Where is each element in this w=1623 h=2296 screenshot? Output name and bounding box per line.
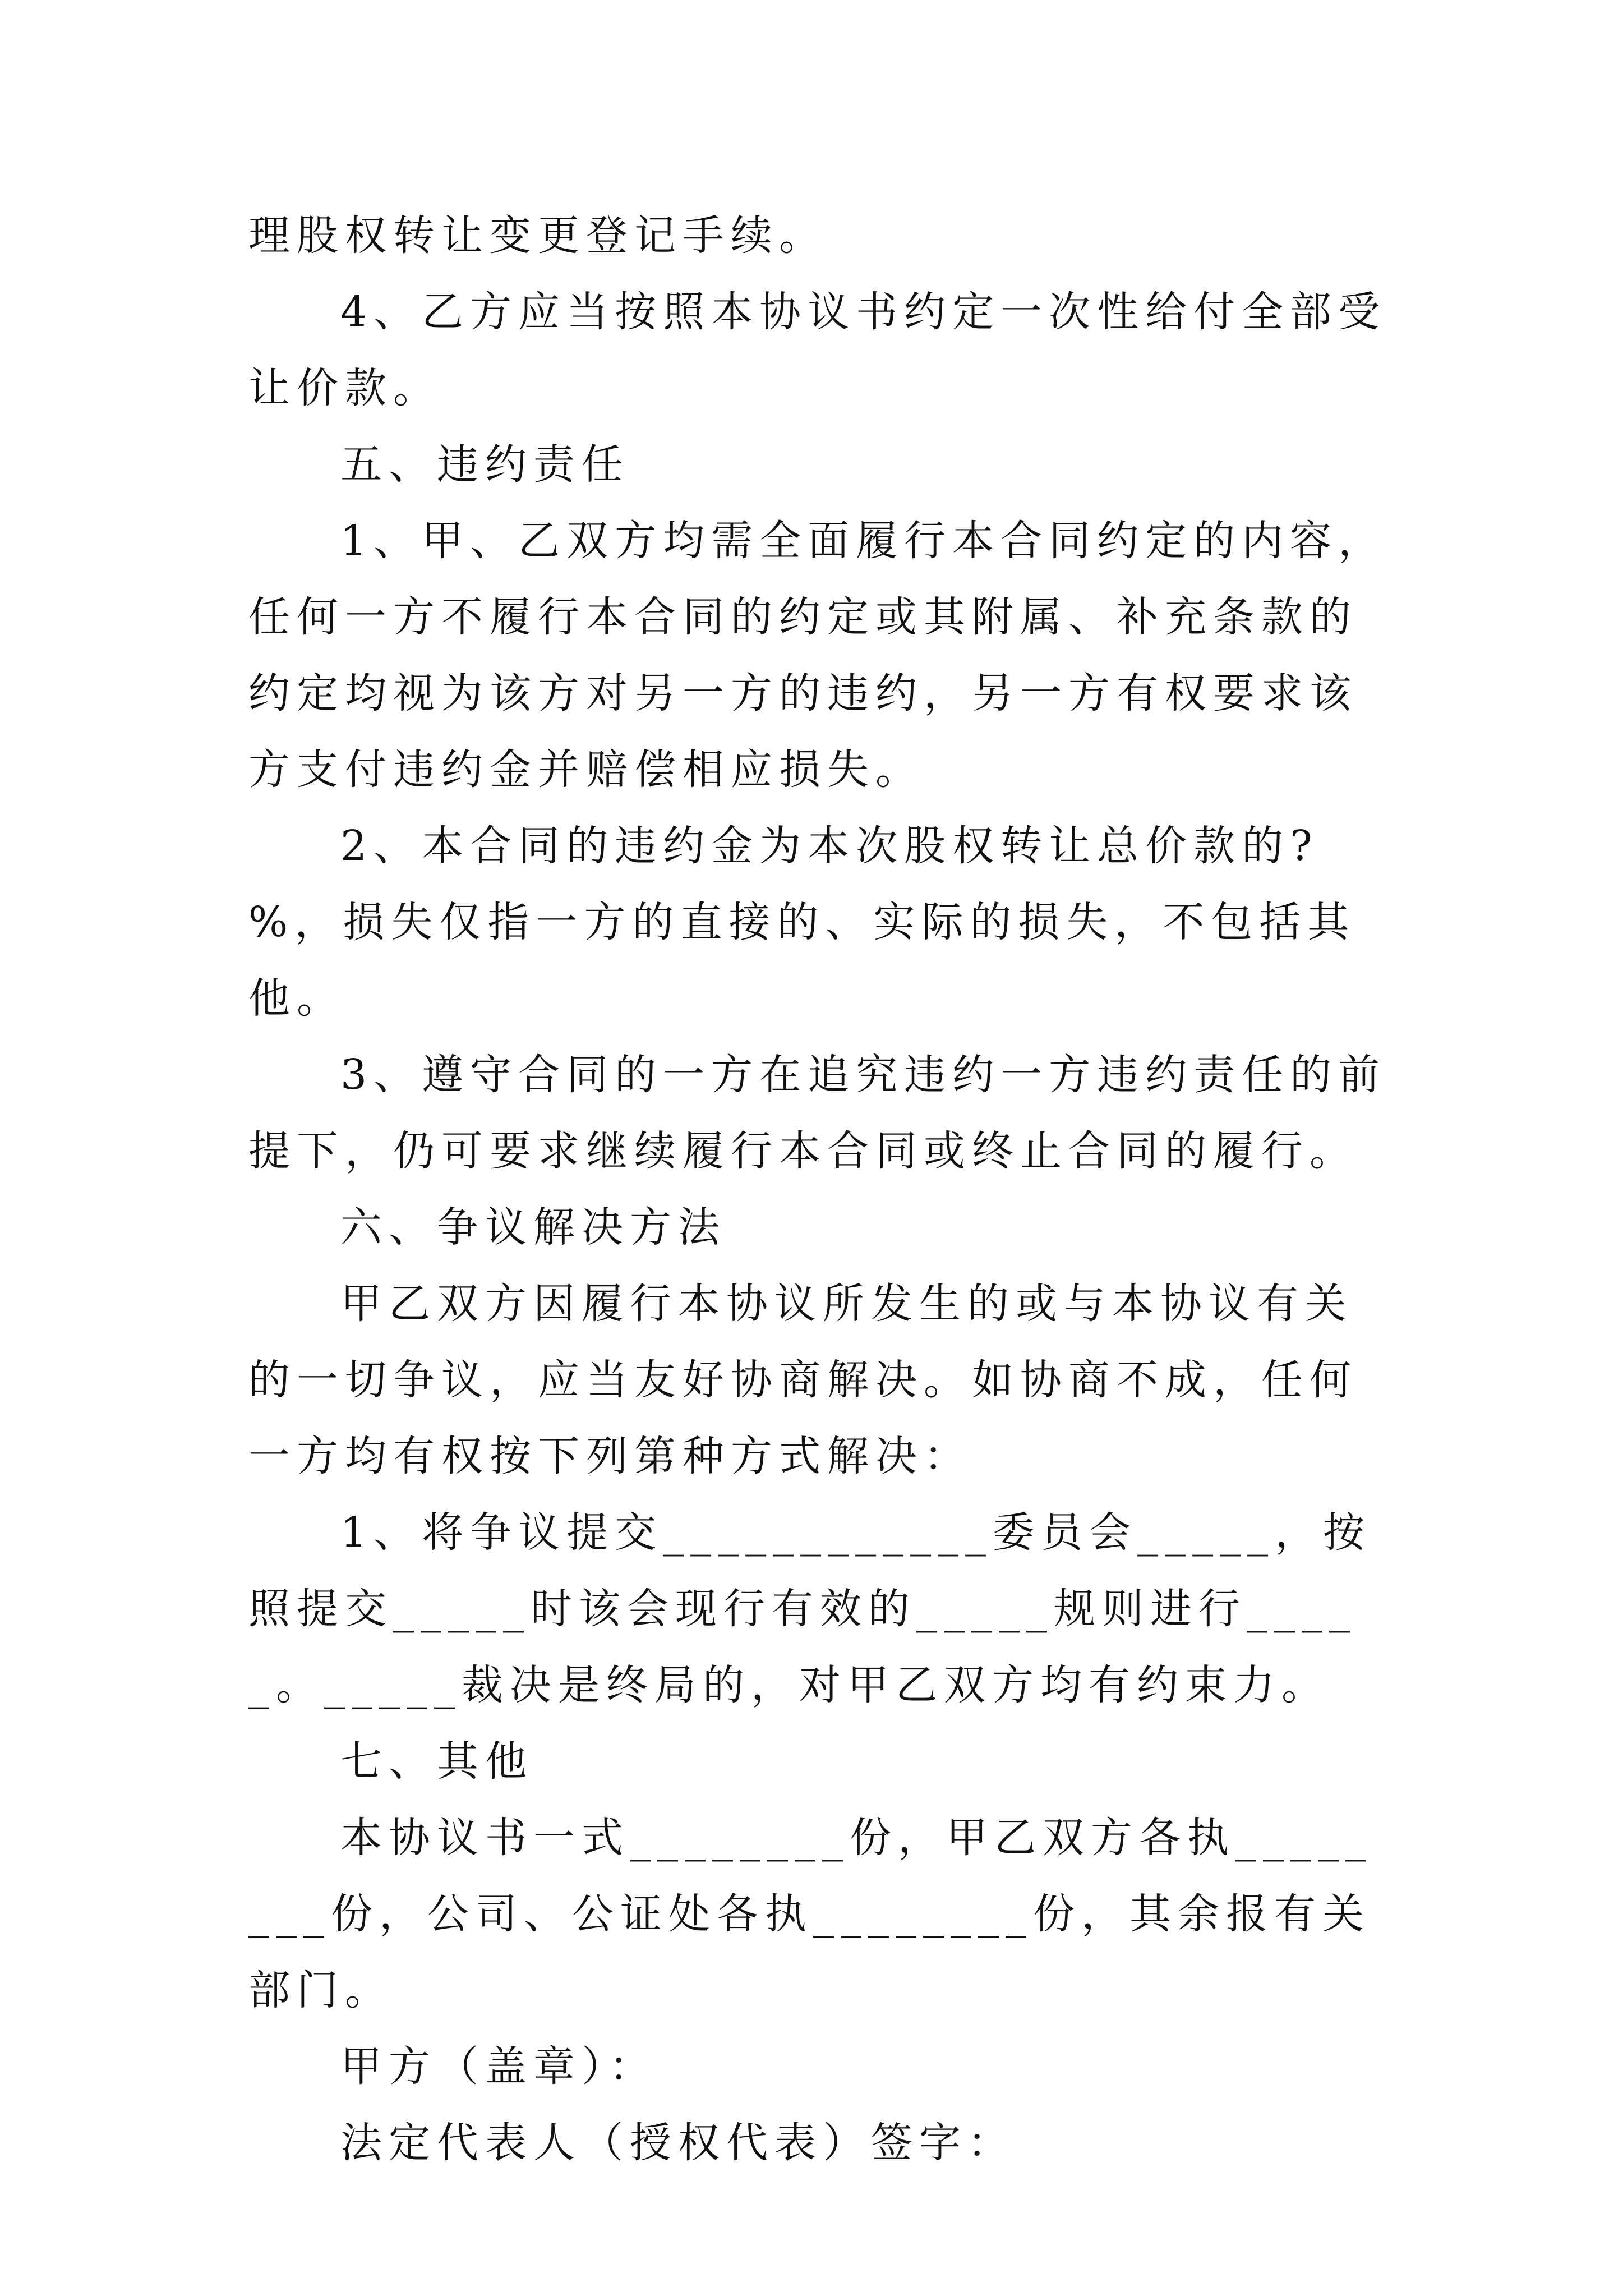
section-heading-breach: 五、违约责任: [340, 440, 630, 489]
section-heading-other: 七、其他: [340, 1737, 533, 1786]
copies-clause: 本协议书一式________份，甲乙双方各执________份，公司、公证处各执________份，其余报有关部门。: [248, 1814, 1373, 2014]
section-heading-dispute: 六、争议解决方法: [340, 1203, 726, 1251]
clause-breach-3: 3、遵守合同的一方在追究违约一方违约责任的前提下，仍可要求继续履行本合同或终止合同的履行。: [248, 1051, 1387, 1175]
clause-breach-1: 1、甲、乙双方均需全面履行本合同约定的内容，任何一方不履行本合同的约定或其附属、补充条款的约定均视为该方对另一方的违约，另一方有权要求该方支付违约金并赔偿相应损失。: [248, 517, 1387, 794]
clause-4-payment: 4、乙方应当按照本协议书约定一次性给付全部受让价款。: [248, 288, 1387, 412]
dispute-intro: 甲乙双方因履行本协议所发生的或与本协议有关的一切争议，应当友好协商解决。如协商不成，任何一方均有权按下列第种方式解决：: [248, 1280, 1358, 1480]
party-a-seal-label: 甲方（盖章）：: [340, 2042, 657, 2091]
dispute-clause-1: 1、将争议提交____________委员会_____，按照提交_____时该会现行有效的_____规则进行_____。_____裁决是终局的，对甲乙双方均有约束力。: [248, 1508, 1372, 1709]
clause-breach-2: 2、本合同的违约金为本次股权转让总价款的?%，损失仅指一方的直接的、实际的损失，不包括其他。: [248, 822, 1356, 1023]
paragraph-continuation: 理股权转让变更登记手续。: [248, 211, 827, 260]
legal-representative-signature-label: 法定代表人（授权代表）签字：: [340, 2119, 1016, 2167]
document-body: [248, 197, 1387, 2181]
